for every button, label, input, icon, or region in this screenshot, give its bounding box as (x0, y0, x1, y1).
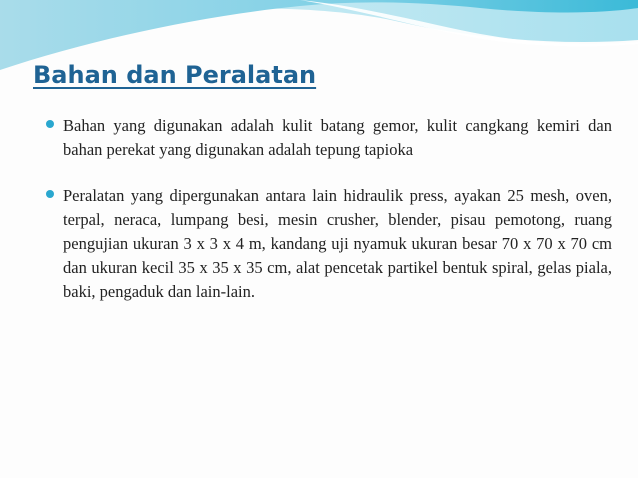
bullet-dot-icon (46, 120, 54, 128)
bullet-text: Peralatan yang dipergunakan antara lain hidraulik press, ayakan 25 mesh, oven, terpal, neraca, lumpang besi, mesin crusher, blender, pisau pemotong, ruang pengujian ukuran 3 x 3 x 4 m, kandang uji nyamuk ukuran besar 70 x 70 x 70 cm dan ukuran kecil 35 x 35 x 35 cm, alat pencetak partikel bentuk spiral, gelas piala, baki, pengaduk dan lain-lain. (63, 186, 612, 301)
bullet-list (46, 114, 612, 326)
list-item (46, 114, 612, 162)
bullet-dot-icon (46, 190, 54, 198)
list-item (46, 184, 612, 304)
bullet-text: Bahan yang digunakan adalah kulit batang gemor, kulit cangkang kemiri dan bahan perekat yang digunakan adalah tepung tapioka (63, 116, 612, 159)
slide-title: Bahan dan Peralatan (33, 61, 317, 89)
